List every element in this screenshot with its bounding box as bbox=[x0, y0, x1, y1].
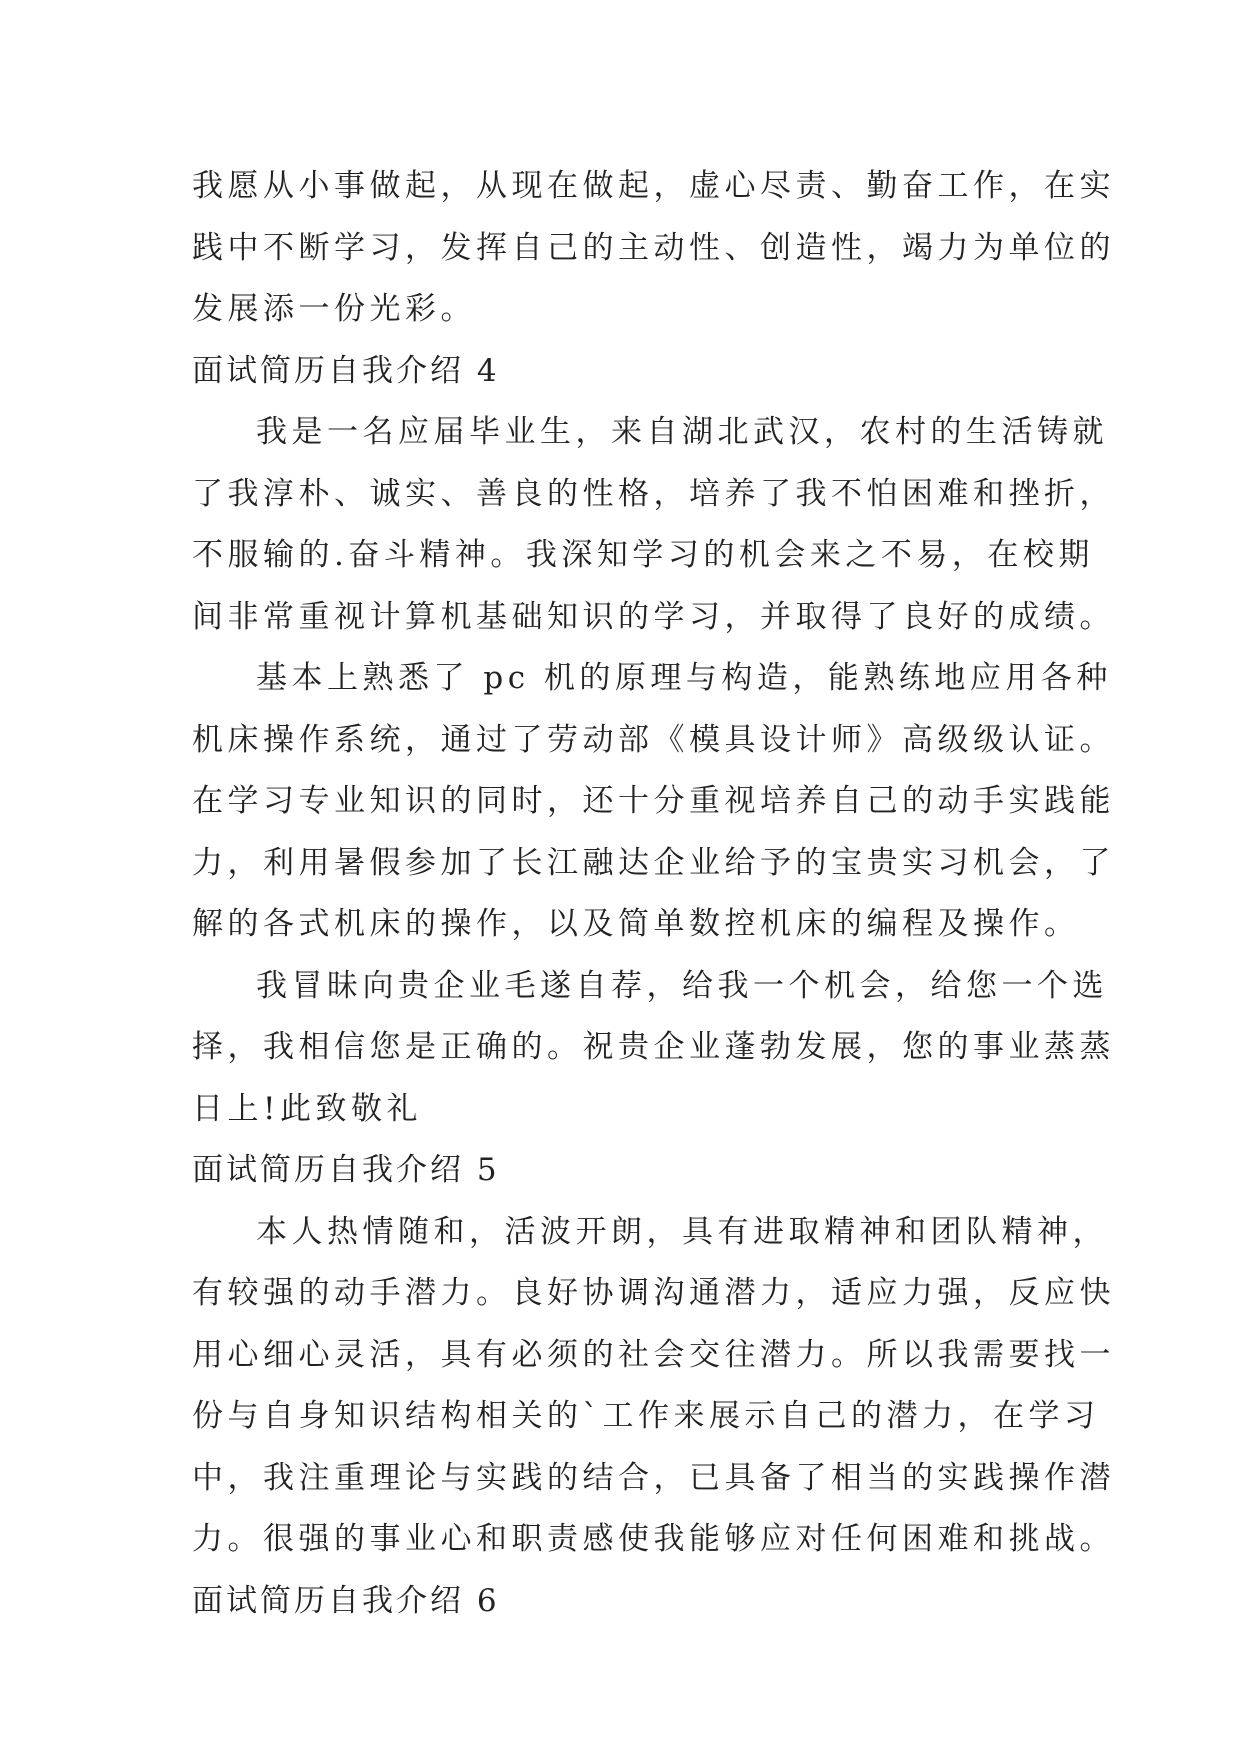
paragraph-line: 机床操作系统，通过了劳动部《模具设计师》高级级认证。 bbox=[192, 721, 1115, 758]
paragraph-line: 不服输的.奋斗精神。我深知学习的机会来之不易，在校期 bbox=[192, 537, 1094, 573]
paragraph-line: 中，我注重理论与实践的结合，已具备了相当的实践操作潜 bbox=[192, 1459, 1115, 1496]
paragraph-line: 力。很强的事业心和职责感使我能够应对任何困难和挑战。 bbox=[192, 1521, 1115, 1557]
paragraph-line: 择，我相信您是正确的。祝贵企业蓬勃发展，您的事业蒸蒸 bbox=[192, 1029, 1115, 1065]
paragraph-line: 我愿从小事做起，从现在做起，虚心尽责、勤奋工作，在实 bbox=[192, 168, 1115, 204]
paragraph-line: 份与自身知识结构相关的`工作来展示自己的潜力，在学习 bbox=[192, 1398, 1100, 1434]
paragraph-line: 我是一名应届毕业生，来自湖北武汉，农村的生活铸就 bbox=[256, 414, 1108, 450]
paragraph-line: 日上!此致敬礼 bbox=[192, 1090, 422, 1127]
paragraph-line: 本人热情随和，活波开朗，具有进取精神和团队精神， bbox=[256, 1213, 1108, 1250]
paragraph-line: 力，利用暑假参加了长江融达企业给予的宝贵实习机会，了 bbox=[192, 844, 1115, 881]
paragraph-line: 了我淳朴、诚实、善良的性格，培养了我不怕困难和挫折， bbox=[192, 475, 1115, 512]
paragraph-line: 有较强的动手潜力。良好协调沟通潜力，适应力强，反应快 bbox=[192, 1275, 1115, 1311]
paragraph-line: 践中不断学习，发挥自己的主动性、创造性，竭力为单位的 bbox=[192, 229, 1115, 266]
paragraph-line: 间非常重视计算机基础知识的学习，并取得了良好的成绩。 bbox=[192, 598, 1115, 635]
paragraph-line: 在学习专业知识的同时，还十分重视培养自己的动手实践能 bbox=[192, 783, 1115, 819]
paragraph-line: 用心细心灵活，具有必须的社会交往潜力。所以我需要找一 bbox=[192, 1336, 1115, 1373]
paragraph-line: 发展添一份光彩。 bbox=[192, 291, 476, 327]
paragraph-line: 我冒昧向贵企业毛遂自荐，给我一个机会，给您一个选 bbox=[256, 967, 1108, 1004]
paragraph-line: 基本上熟悉了 pc 机的原理与构造，能熟练地应用各种 bbox=[256, 660, 1112, 696]
section-heading: 面试简历自我介绍 4 bbox=[192, 352, 500, 389]
section-heading: 面试简历自我介绍 5 bbox=[192, 1152, 500, 1188]
paragraph-line: 解的各式机床的操作，以及简单数控机床的编程及操作。 bbox=[192, 906, 1080, 942]
section-heading: 面试简历自我介绍 6 bbox=[192, 1582, 500, 1619]
document-body bbox=[192, 156, 1115, 1632]
